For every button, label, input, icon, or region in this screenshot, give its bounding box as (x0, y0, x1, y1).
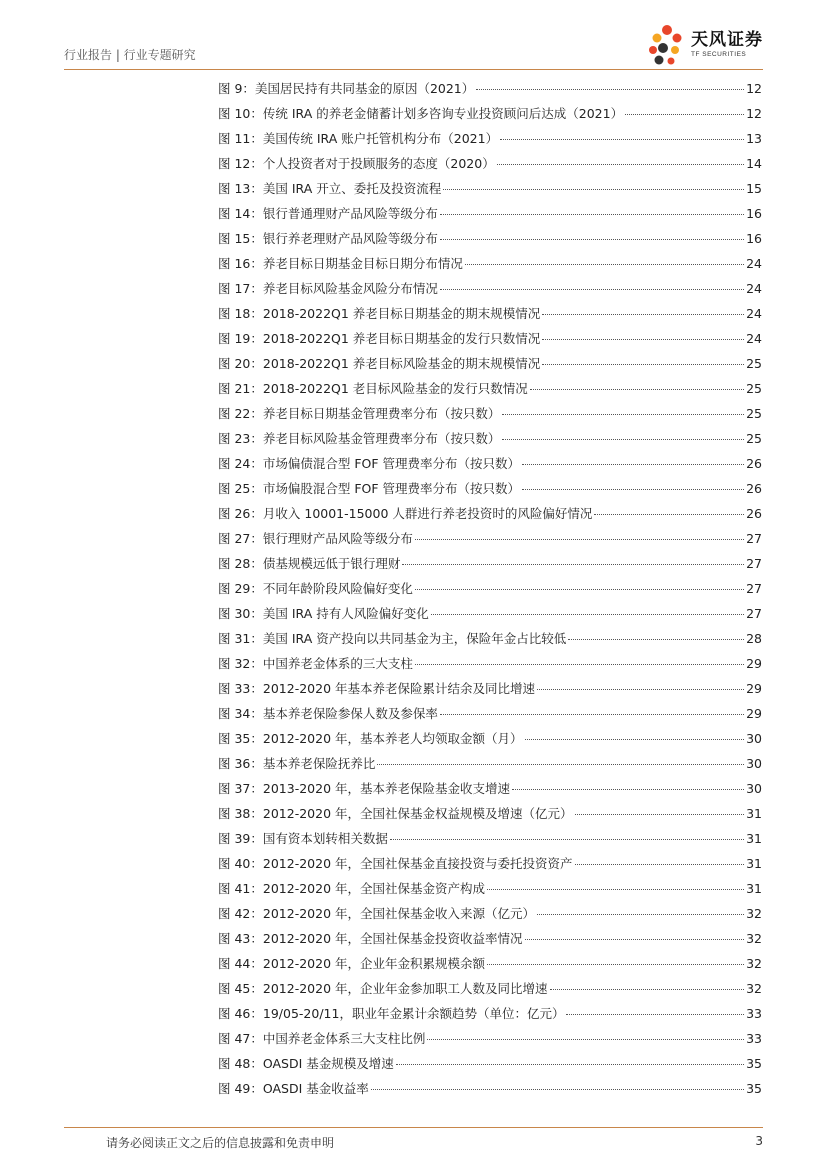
toc-leader-dots (550, 988, 745, 990)
toc-entry[interactable] (218, 401, 762, 426)
toc-entry-label: 图 15： (218, 231, 263, 246)
toc-entry-title: 银行理财产品风险等级分布 (262, 531, 413, 546)
toc-entry-title: 2012-2020 年，企业年金积累规模余额 (262, 956, 485, 971)
toc-entry-title: 国有资本划转相关数据 (262, 831, 388, 846)
toc-entry[interactable] (218, 126, 762, 151)
toc-entry[interactable] (218, 751, 762, 776)
toc-leader-dots (415, 588, 744, 590)
toc-leader-dots (465, 263, 744, 265)
toc-leader-dots (625, 113, 744, 115)
toc-entry-page: 33 (746, 1006, 762, 1021)
toc-entry-title: 传统 IRA 的养老金储蓄计划多咨询专业投资顾问后达成（2021） (262, 106, 624, 121)
toc-entry[interactable] (218, 726, 762, 751)
toc-entry-page: 16 (746, 206, 762, 221)
toc-entry-page: 33 (746, 1031, 762, 1046)
toc-leader-dots (522, 488, 744, 490)
toc-leader-dots (502, 413, 744, 415)
toc-leader-dots (512, 788, 744, 790)
toc-entry-title: 2012-2020 年，全国社保基金资产构成 (262, 881, 485, 896)
toc-entry-page: 29 (746, 681, 762, 696)
toc-entry-title: 银行普通理财产品风险等级分布 (262, 206, 438, 221)
toc-entry-label: 图 24： (218, 456, 263, 471)
toc-entry[interactable] (218, 276, 762, 301)
toc-entry-title: 美国 IRA 持有人风险偏好变化 (262, 606, 429, 621)
toc-leader-dots (427, 1038, 744, 1040)
toc-entry-label: 图 42： (218, 906, 263, 921)
toc-leader-dots (594, 513, 744, 515)
toc-leader-dots (497, 163, 744, 165)
toc-entry[interactable] (218, 551, 762, 576)
toc-entry-label: 图 33： (218, 681, 263, 696)
toc-entry-page: 30 (746, 756, 762, 771)
toc-entry[interactable] (218, 101, 762, 126)
toc-entry[interactable] (218, 701, 762, 726)
toc-entry-label: 图 14： (218, 206, 263, 221)
toc-leader-dots (440, 238, 744, 240)
toc-entry[interactable] (218, 876, 762, 901)
toc-entry[interactable] (218, 526, 762, 551)
toc-entry-title: 养老目标风险基金风险分布情况 (262, 281, 438, 296)
toc-entry-label: 图 35： (218, 731, 263, 746)
toc-entry-title: 2012-2020 年，全国社保基金直接投资与委托投资资产 (262, 856, 573, 871)
disclaimer-text: 请务必阅读正文之后的信息披露和免责申明 (106, 1136, 335, 1150)
toc-entry-label: 图 36： (218, 756, 263, 771)
toc-entry[interactable] (218, 326, 762, 351)
toc-entry-label: 图 44： (218, 956, 263, 971)
toc-entry-label: 图 22： (218, 406, 263, 421)
toc-entry-page: 31 (746, 856, 762, 871)
toc-leader-dots (440, 213, 744, 215)
toc-leader-dots (542, 363, 744, 365)
toc-entry-title: 2012-2020 年，全国社保基金收入来源（亿元） (262, 906, 535, 921)
toc-entry-label: 图 30： (218, 606, 263, 621)
toc-leader-dots (431, 613, 744, 615)
toc-entry[interactable] (218, 926, 762, 951)
toc-entry-label: 图 12： (218, 156, 263, 171)
toc-entry[interactable] (218, 1076, 762, 1101)
toc-leader-dots (537, 688, 744, 690)
toc-entry-page: 32 (746, 981, 762, 996)
toc-entry-title: 2012-2020 年，全国社保基金投资收益率情况 (262, 931, 523, 946)
toc-entry[interactable] (218, 776, 762, 801)
toc-entry[interactable] (218, 301, 762, 326)
toc-entry[interactable] (218, 576, 762, 601)
toc-entry-label: 图 29： (218, 581, 263, 596)
toc-entry-page: 24 (746, 256, 762, 271)
toc-leader-dots (568, 638, 744, 640)
toc-leader-dots (530, 388, 744, 390)
toc-entry-title: 不同年龄阶段风险偏好变化 (262, 581, 413, 596)
toc-entry-label: 图 28： (218, 556, 263, 571)
toc-entry-page: 27 (746, 606, 762, 621)
toc-entry[interactable] (218, 1026, 762, 1051)
toc-entry-title: 市场偏债混合型 FOF 管理费率分布（按只数） (262, 456, 521, 471)
toc-leader-dots (542, 313, 744, 315)
toc-entry[interactable] (218, 851, 762, 876)
logo-chinese-name: 天风证券 (691, 29, 763, 50)
toc-entry-label: 图 34： (218, 706, 263, 721)
toc-entry[interactable] (218, 251, 762, 276)
toc-entry-label: 图 38： (218, 806, 263, 821)
toc-entry-title: 2012-2020 年，企业年金参加职工人数及同比增速 (262, 981, 548, 996)
toc-entry-title: 债基规模远低于银行理财 (262, 556, 401, 571)
toc-entry-page: 26 (746, 456, 762, 471)
toc-leader-dots (500, 138, 744, 140)
toc-entry-label: 图 49： (218, 1081, 263, 1096)
toc-leader-dots (542, 338, 744, 340)
toc-leader-dots (522, 463, 744, 465)
company-logo (647, 22, 763, 68)
toc-entry-label: 图 37： (218, 781, 263, 796)
toc-entry[interactable] (218, 426, 762, 451)
toc-entry-page: 32 (746, 931, 762, 946)
toc-entry-page: 25 (746, 406, 762, 421)
toc-leader-dots (487, 888, 744, 890)
toc-entry-page: 28 (746, 631, 762, 646)
header-divider (64, 69, 763, 70)
toc-entry-title: 养老目标风险基金管理费率分布（按只数） (262, 431, 501, 446)
toc-entry-page: 14 (746, 156, 762, 171)
toc-entry-page: 35 (746, 1056, 762, 1071)
toc-entry-label: 图 18： (218, 306, 263, 321)
toc-entry-label: 图 41： (218, 881, 263, 896)
toc-entry-title: 美国 IRA 资产投向以共同基金为主，保险年金占比较低 (262, 631, 567, 646)
toc-leader-dots (575, 863, 745, 865)
toc-entry[interactable] (218, 676, 762, 701)
toc-entry-page: 26 (746, 481, 762, 496)
toc-entry[interactable] (218, 951, 762, 976)
toc-entry-page: 26 (746, 506, 762, 521)
toc-entry-title: 银行养老理财产品风险等级分布 (262, 231, 438, 246)
toc-leader-dots (525, 738, 745, 740)
toc-entry-title: 美国传统 IRA 账户托管机构分布（2021） (262, 131, 499, 146)
toc-entry-page: 13 (746, 131, 762, 146)
toc-entry-label: 图 23： (218, 431, 263, 446)
toc-leader-dots (566, 1013, 744, 1015)
toc-entry-page: 24 (746, 281, 762, 296)
toc-leader-dots (525, 938, 745, 940)
toc-entry[interactable] (218, 976, 762, 1001)
toc-leader-dots (443, 188, 744, 190)
toc-entry-title: 2012-2020 年，全国社保基金权益规模及增速（亿元） (262, 806, 573, 821)
toc-leader-dots (415, 538, 744, 540)
toc-entry-page: 32 (746, 956, 762, 971)
toc-entry-title: 中国养老金体系的三大支柱 (262, 656, 413, 671)
toc-entry[interactable] (218, 476, 762, 501)
toc-entry-title: 2012-2020 年基本养老保险累计结余及同比增速 (262, 681, 535, 696)
toc-entry-label: 图 47： (218, 1031, 263, 1046)
toc-entry-page: 12 (746, 81, 762, 96)
toc-entry-title: 市场偏股混合型 FOF 管理费率分布（按只数） (262, 481, 521, 496)
toc-leader-dots (377, 763, 744, 765)
toc-leader-dots (502, 438, 744, 440)
toc-entry-title: 中国养老金体系三大支柱比例 (262, 1031, 426, 1046)
toc-entry-title: 美国居民持有共同基金的原因（2021） (254, 81, 475, 96)
toc-entry-label: 图 19： (218, 331, 263, 346)
toc-entry-label: 图 27： (218, 531, 263, 546)
toc-entry-label: 图 9： (218, 81, 255, 96)
toc-entry-title: 基本养老保险参保人数及参保率 (262, 706, 438, 721)
toc-entry[interactable] (218, 76, 762, 101)
toc-entry-page: 27 (746, 581, 762, 596)
logo-mark-icon (647, 22, 687, 68)
toc-entry[interactable] (218, 1001, 762, 1026)
toc-entry-label: 图 43： (218, 931, 263, 946)
toc-entry-label: 图 20： (218, 356, 263, 371)
toc-entry[interactable] (218, 901, 762, 926)
toc-entry-title: 月收入 10001-15000 人群进行养老投资时的风险偏好情况 (262, 506, 593, 521)
toc-entry-page: 25 (746, 431, 762, 446)
report-category: 行业报告 | 行业专题研究 (64, 48, 196, 62)
toc-entry-title: 基本养老保险抚养比 (262, 756, 376, 771)
toc-entry-page: 16 (746, 231, 762, 246)
toc-leader-dots (440, 288, 744, 290)
toc-entry-title: 美国 IRA 开立、委托及投资流程 (262, 181, 442, 196)
toc-entry-label: 图 32： (218, 656, 263, 671)
toc-entry[interactable] (218, 501, 762, 526)
toc-entry[interactable] (218, 376, 762, 401)
toc-entry[interactable] (218, 651, 762, 676)
toc-entry-title: OASDI 基金收益率 (262, 1081, 369, 1096)
toc-leader-dots (487, 963, 744, 965)
toc-entry-page: 25 (746, 356, 762, 371)
toc-entry-page: 25 (746, 381, 762, 396)
toc-entry-title: 2018-2022Q1 养老目标日期基金的期末规模情况 (262, 306, 541, 321)
toc-entry-page: 12 (746, 106, 762, 121)
toc-leader-dots (402, 563, 744, 565)
toc-entry-title: 2013-2020 年，基本养老保险基金收支增速 (262, 781, 510, 796)
toc-entry-label: 图 46： (218, 1006, 263, 1021)
toc-entry-label: 图 13： (218, 181, 263, 196)
toc-entry-title: 2018-2022Q1 养老目标日期基金的发行只数情况 (262, 331, 541, 346)
toc-entry[interactable] (218, 826, 762, 851)
toc-entry-label: 图 17： (218, 281, 263, 296)
toc-entry-label: 图 31： (218, 631, 263, 646)
toc-entry-title: 养老目标日期基金目标日期分布情况 (262, 256, 463, 271)
toc-entry-label: 图 39： (218, 831, 263, 846)
logo-english-name: TF SECURITIES (691, 50, 747, 58)
toc-entry-title: 19/05-20/11，职业年金累计余额趋势（单位：亿元） (262, 1006, 565, 1021)
toc-entry-title: 2018-2022Q1 老目标风险基金的发行只数情况 (262, 381, 528, 396)
toc-entry[interactable] (218, 226, 762, 251)
toc-leader-dots (537, 913, 744, 915)
toc-entry-page: 27 (746, 531, 762, 546)
toc-entry-page: 24 (746, 331, 762, 346)
toc-entry-page: 30 (746, 731, 762, 746)
toc-entry-page: 29 (746, 706, 762, 721)
toc-entry-label: 图 26： (218, 506, 263, 521)
toc-entry-title: 个人投资者对于投顾服务的态度（2020） (262, 156, 495, 171)
toc-entry-title: 2012-2020 年，基本养老人均领取金额（月） (262, 731, 523, 746)
toc-leader-dots (371, 1088, 744, 1090)
toc-leader-dots (390, 838, 744, 840)
toc-entry-label: 图 25： (218, 481, 263, 496)
toc-leader-dots (476, 88, 744, 90)
toc-leader-dots (415, 663, 744, 665)
toc-leader-dots (440, 713, 744, 715)
toc-entry-title: 2018-2022Q1 养老目标风险基金的期末规模情况 (262, 356, 541, 371)
toc-entry-title: OASDI 基金规模及增速 (262, 1056, 394, 1071)
toc-entry-page: 29 (746, 656, 762, 671)
toc-entry[interactable] (218, 451, 762, 476)
figure-list (218, 76, 762, 1101)
toc-entry-page: 31 (746, 881, 762, 896)
toc-entry[interactable] (218, 201, 762, 226)
toc-entry-page: 31 (746, 831, 762, 846)
toc-entry-label: 图 45： (218, 981, 263, 996)
toc-entry-page: 32 (746, 906, 762, 921)
toc-entry[interactable] (218, 801, 762, 826)
toc-entry-label: 图 40： (218, 856, 263, 871)
toc-entry-page: 30 (746, 781, 762, 796)
toc-entry[interactable] (218, 601, 762, 626)
toc-entry[interactable] (218, 1051, 762, 1076)
toc-entry-label: 图 16： (218, 256, 263, 271)
toc-entry-page: 31 (746, 806, 762, 821)
toc-leader-dots (396, 1063, 744, 1065)
toc-entry-label: 图 10： (218, 106, 263, 121)
toc-entry-label: 图 48： (218, 1056, 263, 1071)
toc-entry[interactable] (218, 151, 762, 176)
toc-entry[interactable] (218, 176, 762, 201)
toc-entry-title: 养老目标日期基金管理费率分布（按只数） (262, 406, 501, 421)
toc-leader-dots (575, 813, 745, 815)
page-number: 3 (755, 1134, 763, 1148)
toc-entry-label: 图 11： (218, 131, 263, 146)
toc-entry-label: 图 21： (218, 381, 263, 396)
toc-entry-page: 15 (746, 181, 762, 196)
toc-entry-page: 24 (746, 306, 762, 321)
toc-entry[interactable] (218, 351, 762, 376)
toc-entry[interactable] (218, 626, 762, 651)
footer-divider (64, 1127, 763, 1128)
toc-entry-page: 35 (746, 1081, 762, 1096)
toc-entry-page: 27 (746, 556, 762, 571)
